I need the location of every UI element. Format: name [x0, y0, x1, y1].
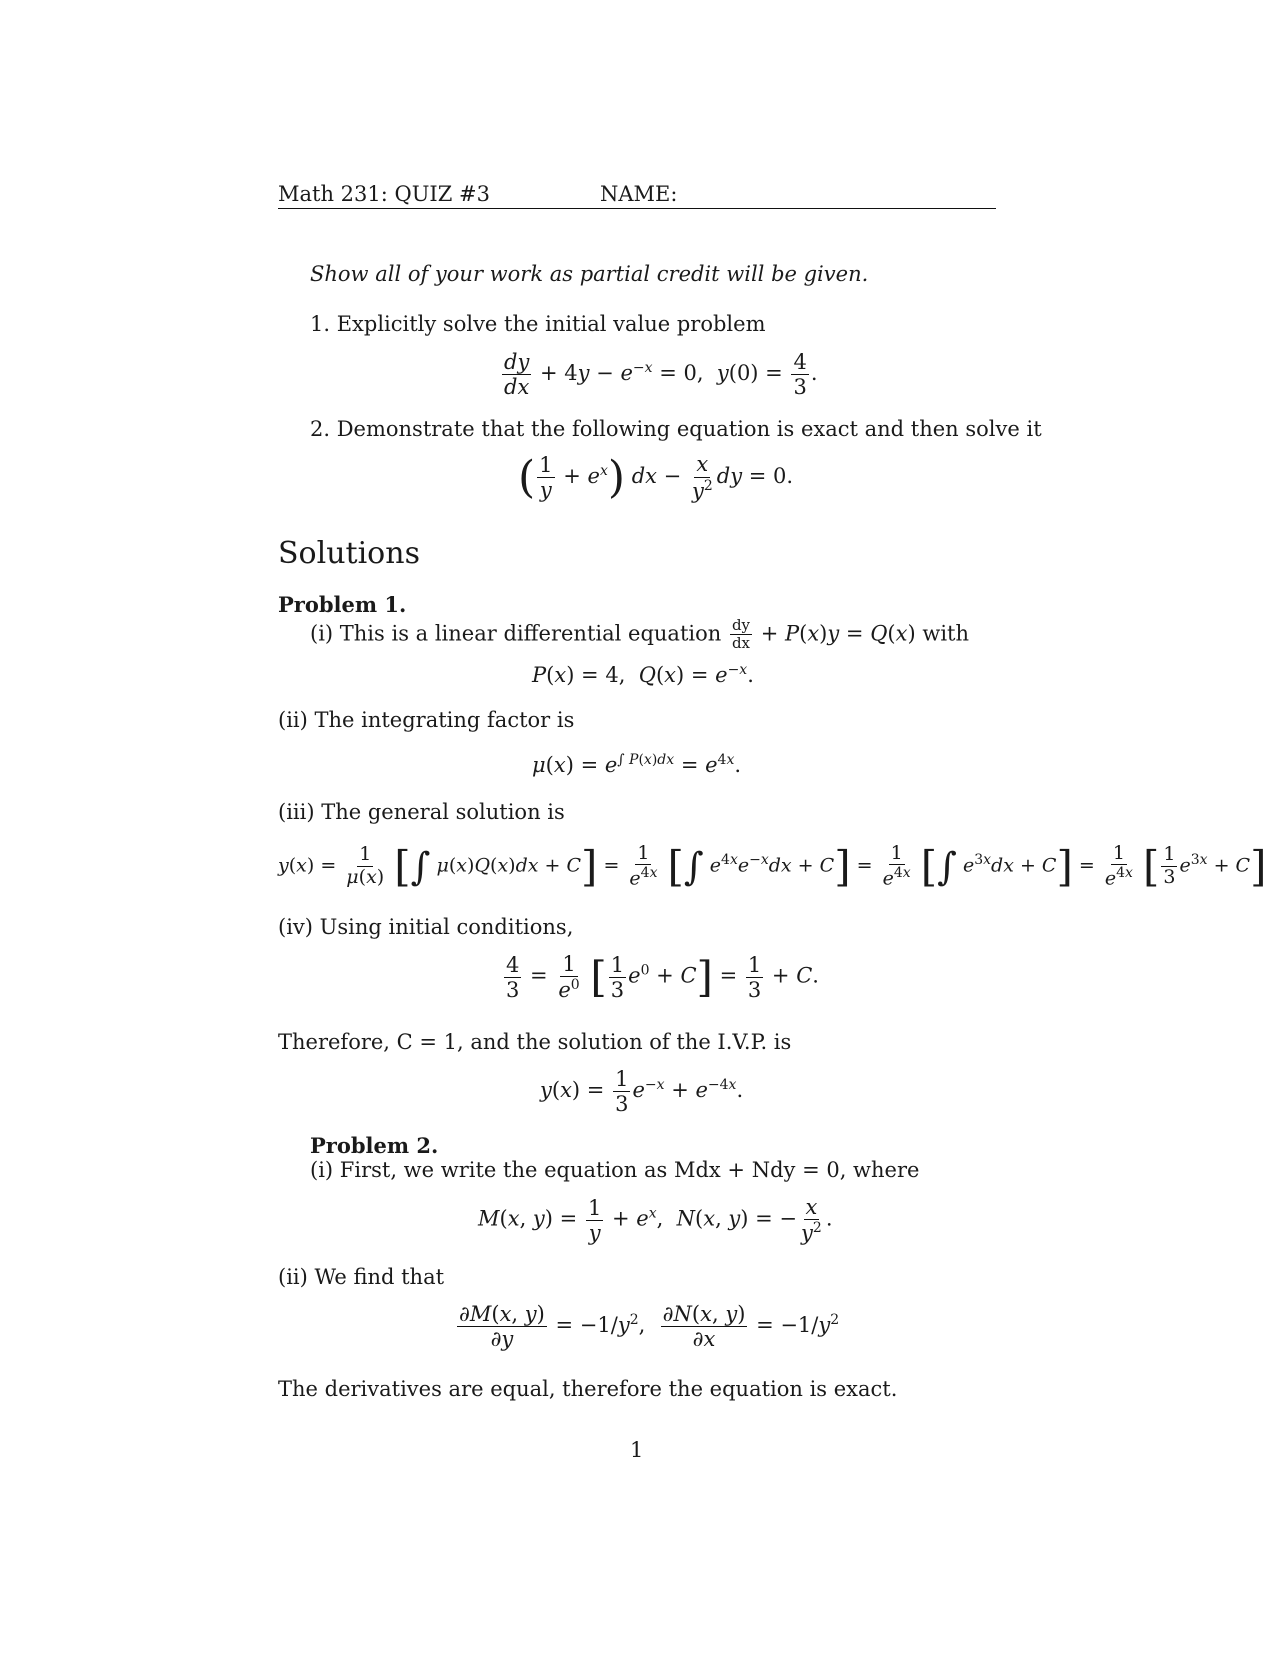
problem-1-step-4: (iv) Using initial conditions, [278, 915, 574, 939]
problem-2-step-1: (i) First, we write the equation as Mdx + Ndy = 0, where [310, 1158, 920, 1182]
equation-general-solution: y(x) = $\frac{1}{\mu(x)}$ [∫ μ(x)Q(x)dx + C] = $\frac{1}{e^{4x}}$ [∫ $e^{4x}e^{-x}dx + C$] = $\frac{1}{e^{4x}}$ [∫ $e^{3x}dx + C$] = $\frac{1}{e^{4x}}$ [ $\frac{1}{3}$ $e^{3x} + C$] [278, 841, 1267, 891]
problem-2-conclusion: The derivatives are equal, therefore the equation is exact. [278, 1377, 898, 1401]
equation-initial-conditions: $\frac{4}{3}$ = $\frac{1}{e^0}$ [ $\frac{1}{3}$ $e^0 + C$] = $\frac{1}{3}$ + C. [506, 952, 819, 1003]
equation-mn: M(x, y) = $\frac{1}{y}$ + $e^x$, N(x, y) = − $\frac{x}{y^2}$ . [478, 1195, 833, 1246]
instructions: Show all of your work as partial credit will be given. [310, 262, 869, 286]
step-1-text: (i) This is a linear differential equation [310, 621, 722, 646]
problem-2-step-2: (ii) We find that [278, 1265, 445, 1289]
question-2: 2. Demonstrate that the following equation is exact and then solve it [310, 417, 1042, 441]
equation-pq: P(x) = 4, $Q(x) = e^{-x}$. [532, 662, 754, 687]
problem-1-step-2: (ii) The integrating factor is [278, 708, 575, 732]
problem-1-step-1: (i) This is a linear differential equation $\frac{dy}{dx}$ + P(x)y = Q(x) with [310, 616, 969, 653]
equation-exact: ( $\frac{1}{y}$ + $e^x$) dx − $\frac{x}{y^2}$ dy = 0. [518, 452, 794, 503]
equation-integrating-factor: $\mu(x) = e^{\int P(x)dx} = e^{4x}$. [532, 752, 742, 777]
equation-ivp-solution: y(x) = $\frac{1}{3}$ $e^{-x} + e^{-4x}$. [540, 1067, 744, 1117]
problem-2-title: Problem 2. [310, 1133, 439, 1158]
question-1: 1. Explicitly solve the initial value problem [310, 312, 766, 336]
header-rule [278, 208, 996, 209]
solutions-heading: Solutions [278, 536, 420, 571]
page-number: 1 [630, 1438, 644, 1462]
equation-partials: $\frac{\partial M(x, y)}{\partial y}$ = $-1/y^2$, $\frac{\partial N(x, y)}{\partial x}$ = $-1/y^2$ [459, 1302, 840, 1352]
course-title: Math 231: QUIZ #3 [278, 182, 490, 206]
problem-1-therefore: Therefore, C = 1, and the solution of the I.V.P. is [278, 1030, 792, 1054]
problem-1-step-3: (iii) The general solution is [278, 800, 565, 824]
equation-ivp: $\frac{dy}{dx}$ + $4y - e^{-x} = 0$, y(0) = $\frac{4}{3}$ . [504, 350, 818, 400]
problem-1-title: Problem 1. [278, 592, 407, 617]
step-1-with: with [922, 621, 969, 646]
name-label: NAME: [600, 182, 678, 206]
